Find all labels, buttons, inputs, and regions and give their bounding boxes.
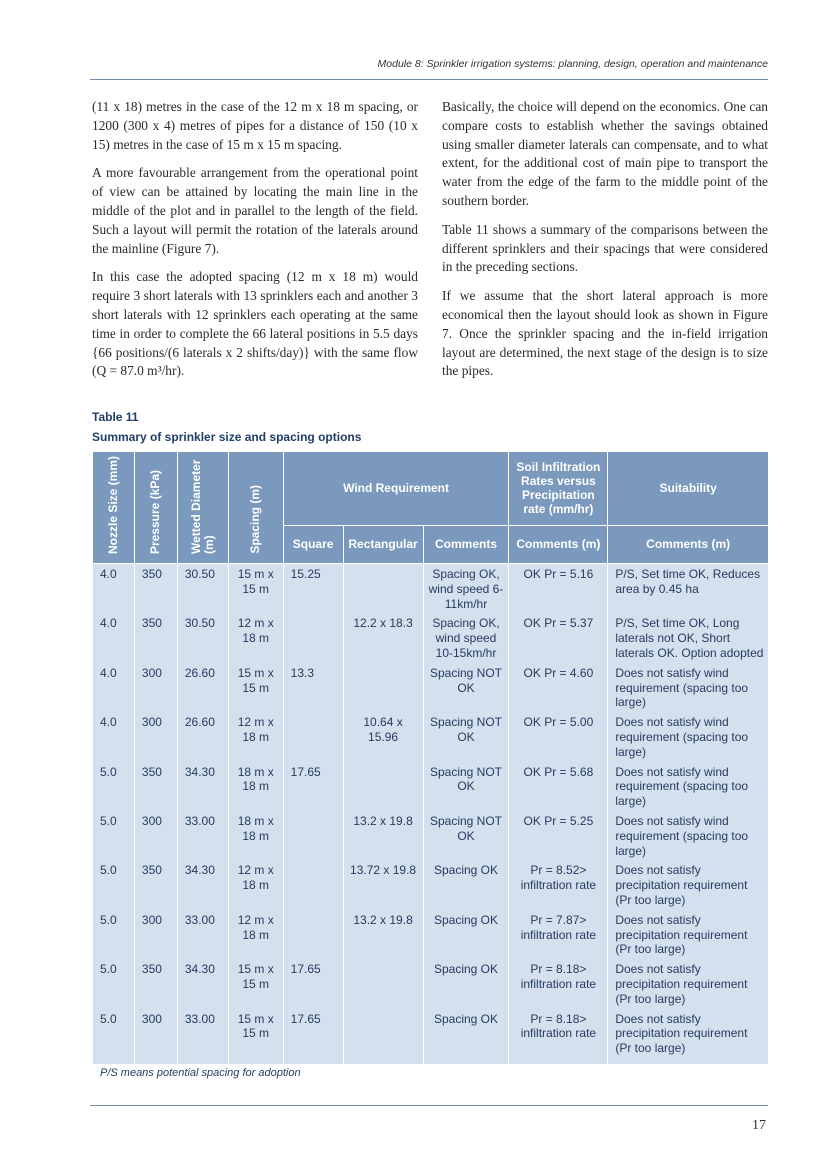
header-spacing: Spacing (m) <box>228 452 283 564</box>
cell-spacing: 12 m x 18 m <box>228 714 283 763</box>
right-column <box>442 98 768 391</box>
header-nozzle-size: Nozzle Size (mm) <box>93 452 135 564</box>
paragraph: Basically, the choice will depend on the economics. One can compare costs to establish whether the savings obtained using smaller diameter laterals can compensate, and to what extent, for the additional cost of main pipe to transport the water from the edge of the farm to the middle point of the southern border. <box>442 99 768 208</box>
cell-rectangular <box>343 564 423 616</box>
cell-spacing: 12 m x 18 m <box>228 615 283 664</box>
cell-spacing: 12 m x 18 m <box>228 912 283 961</box>
cell-suitability-comments: Does not satisfy wind requirement (spacing too large) <box>608 665 769 714</box>
cell-spacing: 12 m x 18 m <box>228 862 283 911</box>
padding-cell <box>177 1060 228 1064</box>
cell-wetted-diameter: 33.00 <box>177 1011 228 1060</box>
cell-wind-comments: Spacing OK <box>423 1011 509 1060</box>
cell-soil-comments: OK Pr = 5.37 <box>509 615 608 664</box>
cell-suitability-comments: Does not satisfy precipitation requirement (Pr too large) <box>608 961 769 1010</box>
padding-cell <box>228 1060 283 1064</box>
cell-soil-comments: Pr = 8.18> infiltration rate <box>509 961 608 1010</box>
cell-pressure: 350 <box>134 862 177 911</box>
table-title: Summary of sprinkler size and spacing options <box>92 430 362 444</box>
padding-cell <box>343 1060 423 1064</box>
cell-rectangular <box>343 961 423 1010</box>
cell-wind-comments: Spacing OK, wind speed 10-15km/hr <box>423 615 509 664</box>
left-column <box>92 98 418 391</box>
cell-square: 13.3 <box>283 665 343 714</box>
table-row <box>93 714 769 763</box>
cell-rectangular <box>343 665 423 714</box>
cell-square: 17.65 <box>283 961 343 1010</box>
cell-nozzle-size: 4.0 <box>93 564 135 616</box>
cell-pressure: 350 <box>134 615 177 664</box>
cell-soil-comments: OK Pr = 5.00 <box>509 714 608 763</box>
cell-suitability-comments: P/S, Set time OK, Long laterals not OK, Short laterals OK. Option adopted <box>608 615 769 664</box>
cell-rectangular: 13.2 x 19.8 <box>343 813 423 862</box>
header-wetted-diameter: Wetted Diameter (m) <box>177 452 228 564</box>
cell-pressure: 300 <box>134 912 177 961</box>
header-wind-comments: Comments <box>423 525 509 563</box>
cell-pressure: 300 <box>134 665 177 714</box>
table-row <box>93 813 769 862</box>
footer-rule <box>90 1105 768 1106</box>
cell-pressure: 350 <box>134 564 177 616</box>
cell-suitability-comments: Does not satisfy wind requirement (spacing too large) <box>608 714 769 763</box>
cell-soil-comments: OK Pr = 5.25 <box>509 813 608 862</box>
cell-square <box>283 714 343 763</box>
cell-suitability-comments: Does not satisfy precipitation requirement (Pr too large) <box>608 1011 769 1060</box>
cell-wind-comments: Spacing OK <box>423 912 509 961</box>
header-soil-comments: Comments (m) <box>509 525 608 563</box>
table-row <box>93 862 769 911</box>
cell-suitability-comments: P/S, Set time OK, Reduces area by 0.45 ha <box>608 564 769 616</box>
cell-soil-comments: OK Pr = 5.16 <box>509 564 608 616</box>
padding-cell <box>608 1060 769 1064</box>
sprinkler-summary-table <box>92 451 769 1064</box>
header-suitability: Suitability <box>608 452 769 526</box>
cell-wind-comments: Spacing NOT OK <box>423 714 509 763</box>
cell-spacing: 15 m x 15 m <box>228 1011 283 1060</box>
cell-nozzle-size: 4.0 <box>93 714 135 763</box>
cell-spacing: 18 m x 18 m <box>228 764 283 813</box>
table-label: Table 11 <box>92 410 139 424</box>
cell-square: 17.65 <box>283 1011 343 1060</box>
cell-spacing: 15 m x 15 m <box>228 961 283 1010</box>
table-row <box>93 764 769 813</box>
page-number: 17 <box>752 1118 766 1133</box>
cell-wind-comments: Spacing NOT OK <box>423 665 509 714</box>
cell-square <box>283 912 343 961</box>
cell-soil-comments: OK Pr = 4.60 <box>509 665 608 714</box>
table-row <box>93 564 769 616</box>
table-footnote: P/S means potential spacing for adoption <box>100 1067 301 1079</box>
cell-pressure: 350 <box>134 764 177 813</box>
cell-pressure: 300 <box>134 714 177 763</box>
cell-spacing: 15 m x 15 m <box>228 564 283 616</box>
cell-wind-comments: Spacing OK <box>423 862 509 911</box>
cell-wetted-diameter: 26.60 <box>177 714 228 763</box>
header-soil-infiltration: Soil Infiltration Rates versus Precipitation rate (mm/hr) <box>509 452 608 526</box>
cell-rectangular <box>343 1011 423 1060</box>
cell-wetted-diameter: 34.30 <box>177 961 228 1010</box>
cell-wetted-diameter: 26.60 <box>177 665 228 714</box>
padding-cell <box>134 1060 177 1064</box>
paragraph: Table 11 shows a summary of the comparisons between the different sprinklers and their spacings that were considered in the preceding sections. <box>442 221 768 275</box>
paragraph: A more favourable arrangement from the operational point of view can be attained by locating the main line in the middle of the plot and in parallel to the length of the field. Such a layout will permit the rotation of the laterals around the mainline (Figure 7). <box>92 165 418 256</box>
paragraph: In this case the adopted spacing (12 m x 18 m) would require 3 short laterals with 13 sprinklers each and another 3 short laterals with 12 sprinklers each operating at the same time in order to complete the 66 lateral positions in 5.5 days {66 positions/(6 laterals x 2 shifts/day)} with the same flow (Q = 87.0 m³/hr). <box>92 269 418 379</box>
cell-soil-comments: Pr = 8.52> infiltration rate <box>509 862 608 911</box>
cell-soil-comments: Pr = 7.87> infiltration rate <box>509 912 608 961</box>
table-row <box>93 912 769 961</box>
cell-spacing: 15 m x 15 m <box>228 665 283 714</box>
cell-pressure: 300 <box>134 1011 177 1060</box>
cell-suitability-comments: Does not satisfy wind requirement (spacing too large) <box>608 813 769 862</box>
header-rectangular: Rectangular <box>343 525 423 563</box>
cell-nozzle-size: 5.0 <box>93 862 135 911</box>
table-bottom-padding <box>93 1060 769 1064</box>
cell-rectangular: 10.64 x 15.96 <box>343 714 423 763</box>
cell-square <box>283 615 343 664</box>
cell-wetted-diameter: 34.30 <box>177 862 228 911</box>
cell-soil-comments: Pr = 8.18> infiltration rate <box>509 1011 608 1060</box>
cell-suitability-comments: Does not satisfy precipitation requirement (Pr too large) <box>608 912 769 961</box>
cell-wind-comments: Spacing OK <box>423 961 509 1010</box>
cell-square <box>283 813 343 862</box>
cell-square: 15.25 <box>283 564 343 616</box>
cell-nozzle-size: 5.0 <box>93 813 135 862</box>
cell-nozzle-size: 4.0 <box>93 665 135 714</box>
padding-cell <box>423 1060 509 1064</box>
header-suitability-comments: Comments (m) <box>608 525 769 563</box>
header-pressure: Pressure (kPa) <box>134 452 177 564</box>
cell-spacing: 18 m x 18 m <box>228 813 283 862</box>
cell-wetted-diameter: 30.50 <box>177 564 228 616</box>
cell-suitability-comments: Does not satisfy wind requirement (spacing too large) <box>608 764 769 813</box>
table-row <box>93 615 769 664</box>
running-head: Module 8: Sprinkler irrigation systems: planning, design, operation and maintenance <box>377 58 768 70</box>
padding-cell <box>509 1060 608 1064</box>
header-square: Square <box>283 525 343 563</box>
padding-cell <box>93 1060 135 1064</box>
cell-wetted-diameter: 33.00 <box>177 813 228 862</box>
cell-rectangular <box>343 764 423 813</box>
cell-nozzle-size: 4.0 <box>93 615 135 664</box>
cell-wind-comments: Spacing NOT OK <box>423 813 509 862</box>
cell-rectangular: 13.72 x 19.8 <box>343 862 423 911</box>
table-row <box>93 665 769 714</box>
header-wind-requirement: Wind Requirement <box>283 452 509 526</box>
padding-cell <box>283 1060 343 1064</box>
cell-rectangular: 12.2 x 18.3 <box>343 615 423 664</box>
cell-rectangular: 13.2 x 19.8 <box>343 912 423 961</box>
cell-square <box>283 862 343 911</box>
table-header-row <box>93 452 769 526</box>
paragraph: (11 x 18) metres in the case of the 12 m x 18 m spacing, or 1200 (300 x 4) metres of pipes for a distance of 150 (10 x 15) metres in the case of 15 m x 15 m spacing. <box>92 99 418 152</box>
cell-square: 17.65 <box>283 764 343 813</box>
cell-nozzle-size: 5.0 <box>93 912 135 961</box>
header-rule <box>90 79 768 80</box>
cell-nozzle-size: 5.0 <box>93 1011 135 1060</box>
cell-wetted-diameter: 30.50 <box>177 615 228 664</box>
table-row <box>93 1011 769 1060</box>
cell-pressure: 350 <box>134 961 177 1010</box>
cell-wetted-diameter: 34.30 <box>177 764 228 813</box>
paragraph: If we assume that the short lateral approach is more economical then the layout should look as shown in Figure 7. Once the sprinkler spacing and the in-field irrigation layout are determined, the next stage of the design is to size the pipes. <box>442 288 768 379</box>
table-row <box>93 961 769 1010</box>
cell-nozzle-size: 5.0 <box>93 764 135 813</box>
cell-pressure: 300 <box>134 813 177 862</box>
cell-nozzle-size: 5.0 <box>93 961 135 1010</box>
cell-wetted-diameter: 33.00 <box>177 912 228 961</box>
cell-wind-comments: Spacing OK, wind speed 6-11km/hr <box>423 564 509 616</box>
cell-soil-comments: OK Pr = 5.68 <box>509 764 608 813</box>
cell-suitability-comments: Does not satisfy precipitation requirement (Pr too large) <box>608 862 769 911</box>
cell-wind-comments: Spacing NOT OK <box>423 764 509 813</box>
